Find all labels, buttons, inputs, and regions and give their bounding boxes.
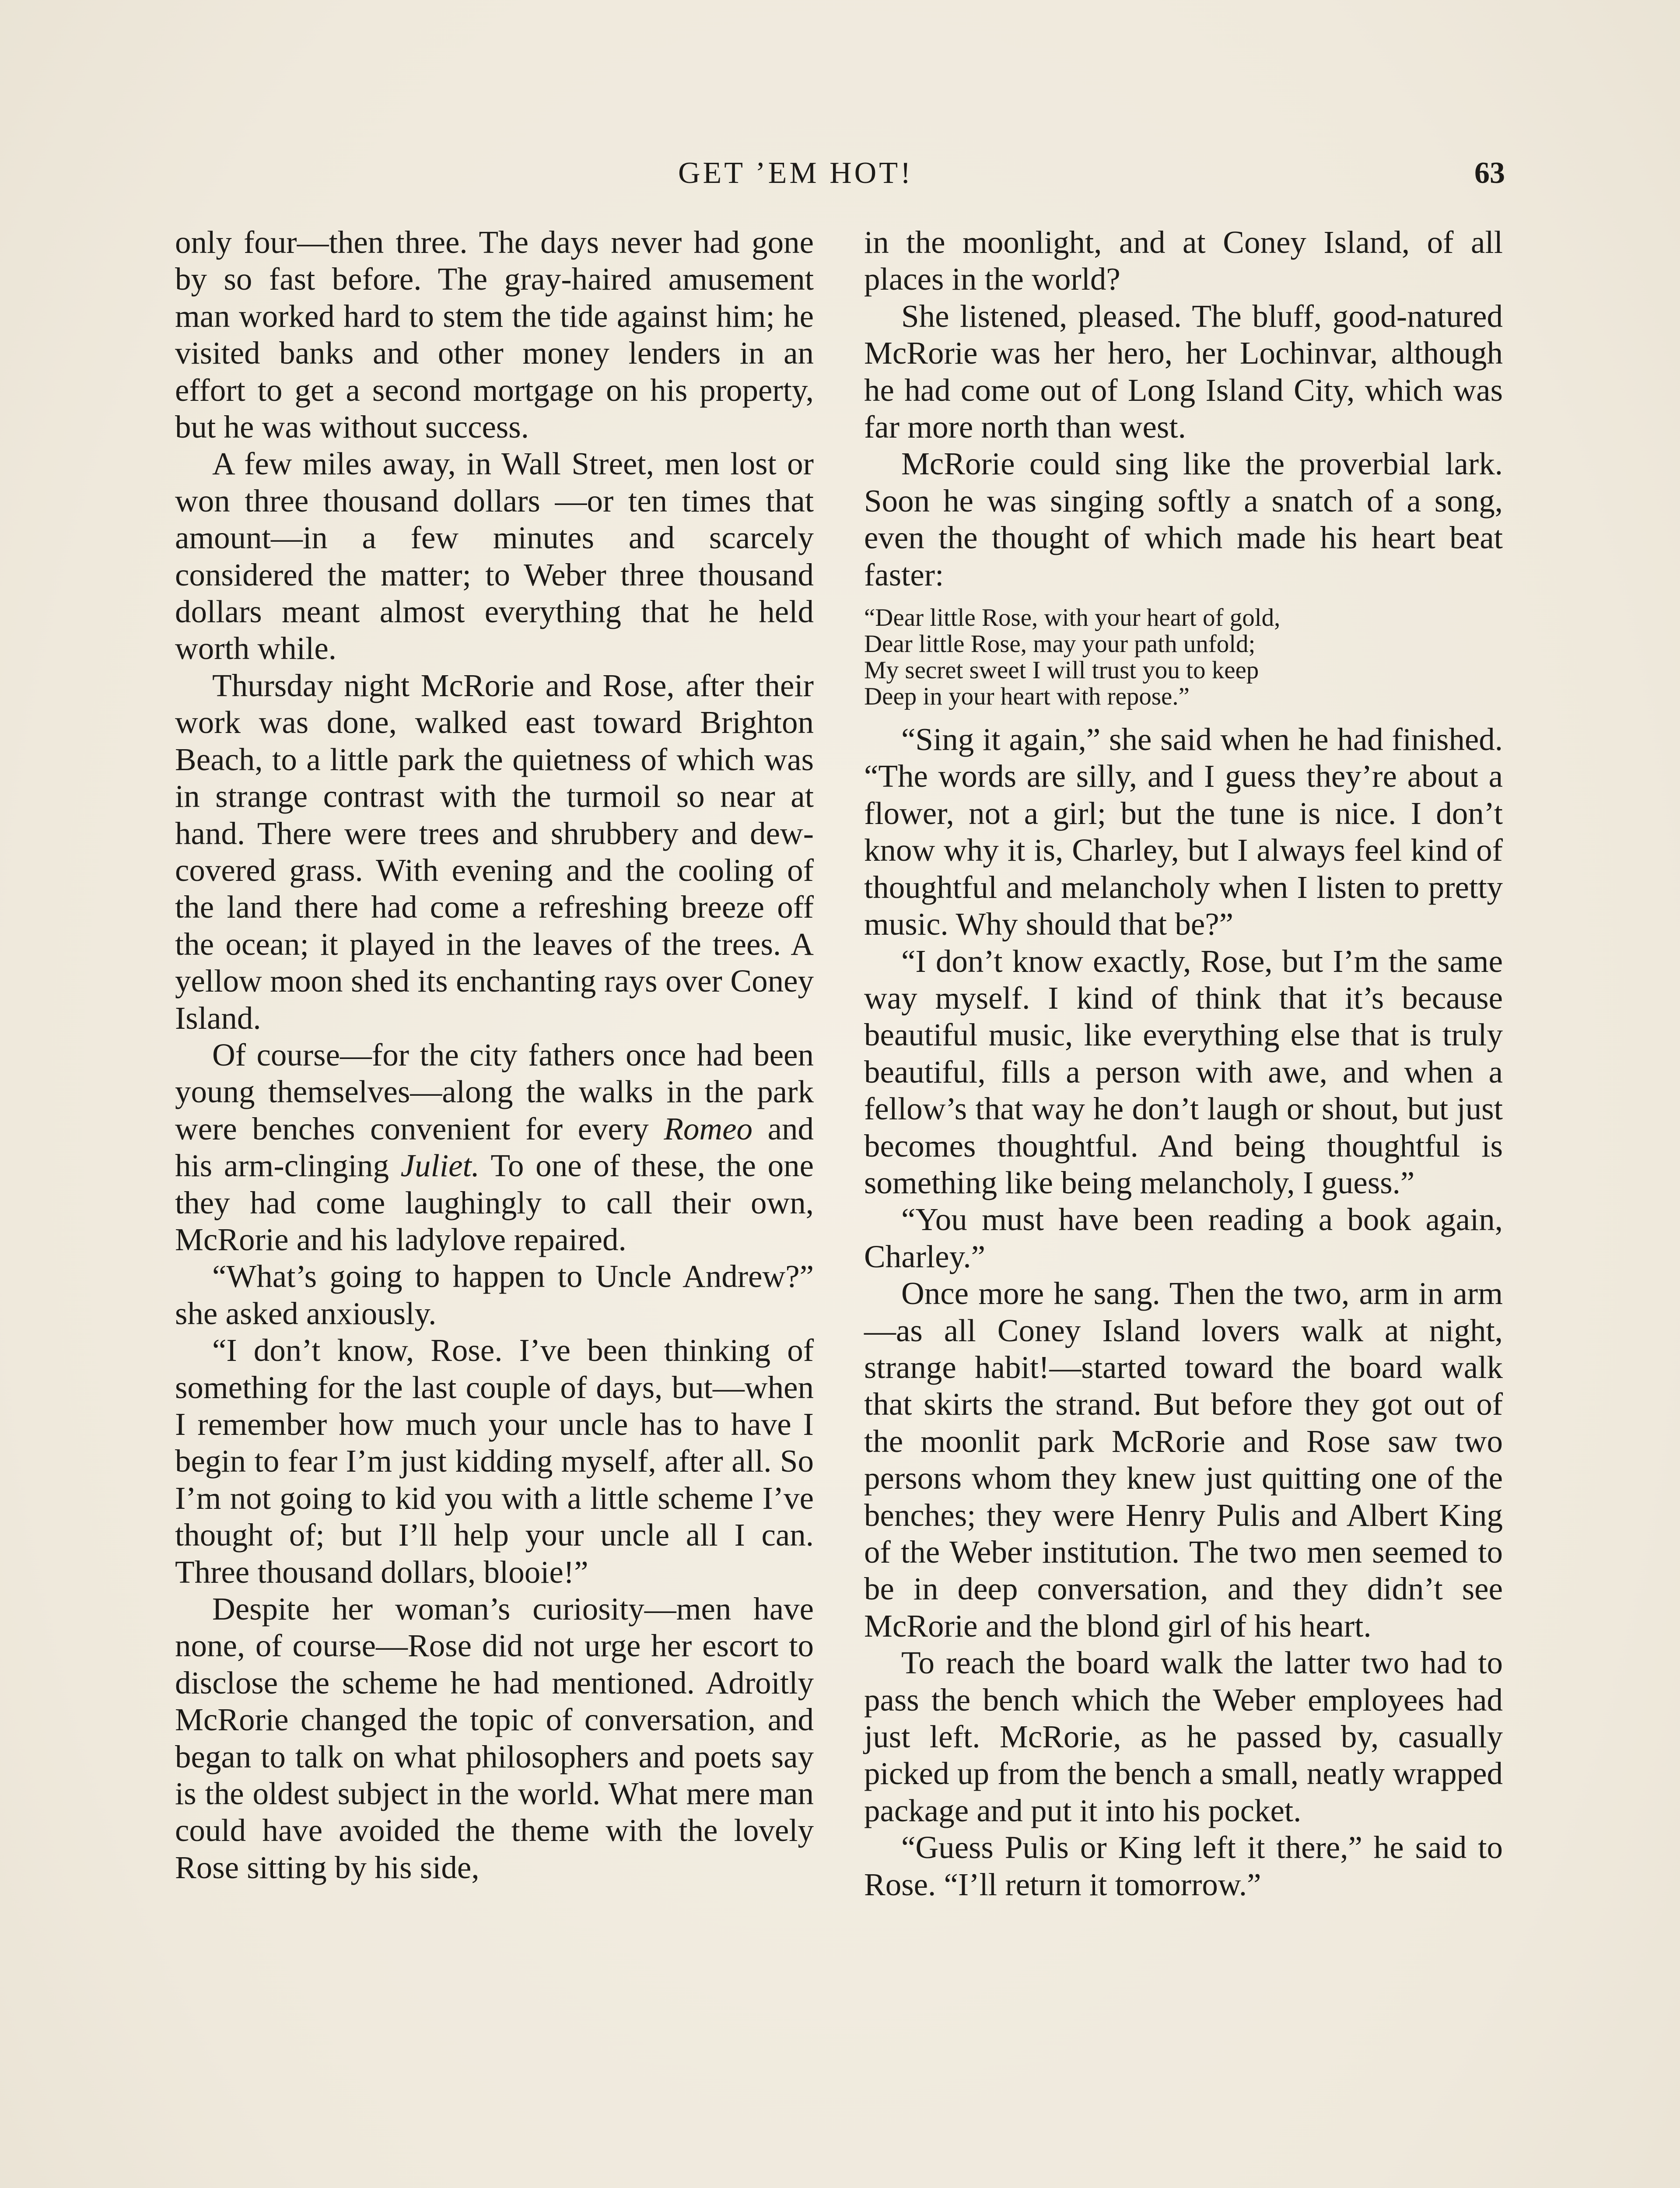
paragraph: To reach the board walk the latter two had to pass the bench which the Weber employees had just left. McRorie, as he passed by, casually picked up from the bench a small, neatly wrapped package and put it into his pocket. xyxy=(864,1645,1503,1828)
paragraph xyxy=(175,1037,814,1258)
paragraph: “Sing it again,” she said when he had finished. “The words are silly, and I guess they’re about a flower, not a girl; but the tune is nice. I don’t know why it is, Charley, but I always feel kind of thoughtful and melancholy when I listen to pretty music. Why should that be?” xyxy=(864,722,1503,942)
paragraph: Once more he sang. Then the two, arm in arm—as all Coney Island lovers walk at night, strange habit!—started toward the board walk that skirts the strand. But before they got out of the moonlit park McRorie and Rose saw two persons whom they knew just quitting one of the benches; they were Henry Pulis and Albert King of the Weber institution. The two men seemed to be in deep conversation, and they didn’t see McRorie and the blond girl of his heart. xyxy=(864,1276,1503,1644)
paragraph: She listened, pleased. The bluff, good-natured McRorie was her hero, her Lochinvar, although he had come out of Long Island City, which was far more north than west. xyxy=(864,298,1503,445)
italic-name-juliet: Juliet. xyxy=(400,1148,480,1184)
running-title: GET ’EM HOT! xyxy=(678,156,914,190)
paragraph: “Guess Pulis or King left it there,” he said to Rose. “I’ll return it tomorrow.” xyxy=(864,1830,1503,1902)
paragraph: “I don’t know exactly, Rose, but I’m the same way myself. I kind of think that it’s because beautiful music, like everything else that is truly beautiful, fills a person with awe, and when a fellow’s that way he don’t laugh or shout, but just becomes thoughtful. And being thoughtful is something like being melancholy, I guess.” xyxy=(864,943,1503,1200)
paragraph: A few miles away, in Wall Street, men lost or won three thousand dollars —or ten times that amount—in a few minutes and scarcely considered the matter; to Weber three thousand dollars meant almost everything that he held worth while. xyxy=(175,446,814,666)
left-column xyxy=(175,224,814,1886)
italic-name-romeo: Romeo xyxy=(664,1111,753,1147)
paragraph: McRorie could sing like the proverbial lark. Soon he was singing softly a snatch of a song, even the thought of which made his heart beat faster: xyxy=(864,446,1503,593)
song-line: Deep in your heart with repose.” xyxy=(864,683,1190,711)
paragraph: Thursday night McRorie and Rose, after their work was done, walked east toward Brighton Beach, to a little park the quietness of which was in strange contrast with the turmoil so near at hand. There were trees and shrubbery and dew-covered grass. With evening and the cooling of the land there had come a refreshing breeze off the ocean; it played in the leaves of the trees. A yellow moon shed its enchanting rays over Coney Island. xyxy=(175,667,814,1036)
running-head xyxy=(175,147,1505,200)
paragraph: only four—then three. The days never had gone by so fast before. The gray-haired amusement man worked hard to stem the tide against him; he visited banks and other money lenders in an effort to get a second mortgage on his property, but he was without success. xyxy=(175,224,814,445)
paragraph: “You must have been reading a book again, Charley.” xyxy=(864,1202,1503,1274)
paragraph: Despite her woman’s curiosity—men have none, of course—Rose did not urge her escort to disclose the scheme he had mentioned. Adroitly McRorie changed the topic of conversation, and began to talk on what philosophers and poets say is the oldest subject in the world. What mere man could have avoided the theme with the lovely Rose sitting by his side, xyxy=(175,1591,814,1885)
paragraph: “I don’t know, Rose. I’ve been thinking of something for the last couple of days, but—when I remember how much your uncle has to have I begin to fear I’m just kidding myself, after all. So I’m not going to kid you with a little scheme I’ve thought of; but I’ll help your uncle all I can. Three thousand dollars, blooie!” xyxy=(175,1332,814,1590)
paragraph-text: To one of these, the one they had come laughingly to call their own, McRorie and his ladylove repaired. xyxy=(175,1148,814,1257)
song-verse xyxy=(864,605,1503,710)
paragraph-text: Of course—for the city fathers once had been young themselves—along the walks in the park were benches convenient for every xyxy=(175,1037,814,1147)
paragraph: “What’s going to happen to Uncle Andrew?” she asked anxiously. xyxy=(175,1259,814,1331)
page-number: 63 xyxy=(1474,156,1505,190)
paragraph: in the moonlight, and at Coney Island, of all places in the world? xyxy=(864,224,1503,297)
song-line: My secret sweet I will trust you to keep xyxy=(864,656,1259,684)
right-column xyxy=(864,224,1503,1903)
song-line: Dear little Rose, may your path unfold; xyxy=(864,630,1256,658)
paragraph-text: and his arm-clinging xyxy=(175,1111,814,1184)
song-line: “Dear little Rose, with your heart of gold, xyxy=(864,604,1281,632)
